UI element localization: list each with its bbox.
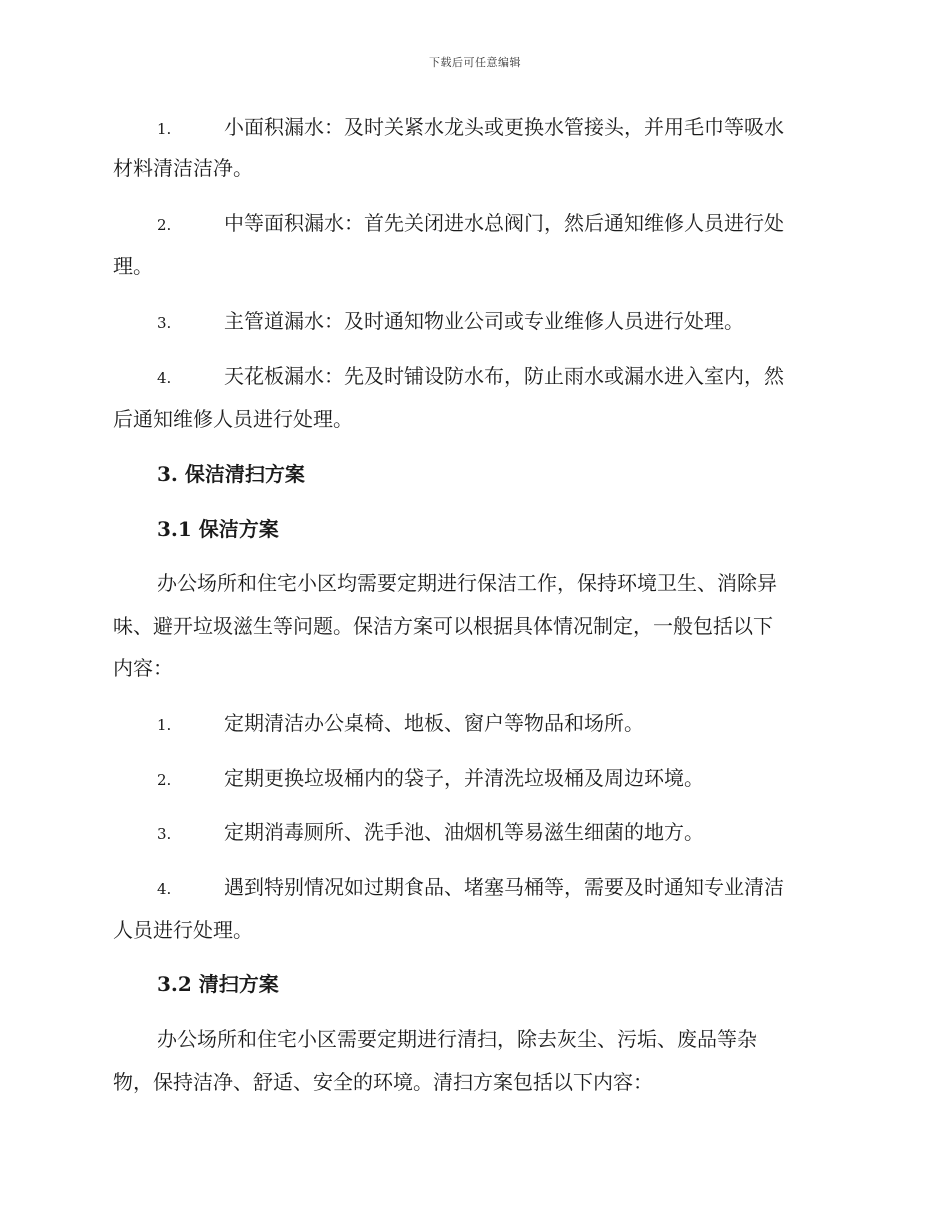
- list-item-text: 中等面积漏水：首先关闭进水总阀门，然后通知维修人员进行处: [224, 211, 784, 235]
- page-header: 下载后可任意编辑: [429, 56, 521, 69]
- list-number: 3.: [157, 825, 172, 843]
- list-number: 1.: [157, 716, 172, 734]
- paragraph-line: 办公场所和住宅小区均需要定期进行保洁工作，保持环境卫生、消除异: [157, 571, 777, 595]
- list-number: 4.: [157, 369, 172, 387]
- list-number: 1.: [157, 120, 172, 138]
- list-number: 3.: [157, 314, 172, 332]
- list-number: 4.: [157, 880, 172, 898]
- list-item-text-continued: 人员进行处理。: [113, 918, 253, 942]
- list-item-text: 定期清洁办公桌椅、地板、窗户等物品和场所。: [224, 711, 644, 735]
- list-item-text: 定期更换垃圾桶内的袋子，并清洗垃圾桶及周边环境。: [224, 766, 704, 790]
- list-item-text: 主管道漏水：及时通知物业公司或专业维修人员进行处理。: [224, 309, 744, 333]
- list-number: 2.: [157, 216, 172, 234]
- subsection-heading: 3.2 清扫方案: [157, 972, 279, 996]
- section-heading: 3. 保洁清扫方案: [157, 462, 305, 486]
- list-number: 2.: [157, 771, 172, 789]
- list-item-text-continued: 后通知维修人员进行处理。: [113, 407, 353, 431]
- list-item-text: 天花板漏水：先及时铺设防水布，防止雨水或漏水进入室内，然: [224, 364, 784, 388]
- list-item-text-continued: 材料清洁洁净。: [113, 156, 253, 180]
- list-item-text: 定期消毒厕所、洗手池、油烟机等易滋生细菌的地方。: [224, 820, 704, 844]
- paragraph-line: 物，保持洁净、舒适、安全的环境。清扫方案包括以下内容：: [113, 1070, 653, 1094]
- paragraph-line: 办公场所和住宅小区需要定期进行清扫，除去灰尘、污垢、废品等杂: [157, 1027, 757, 1051]
- paragraph-line: 味、避开垃圾滋生等问题。保洁方案可以根据具体情况制定，一般包括以下: [113, 614, 773, 638]
- subsection-heading: 3.1 保洁方案: [157, 517, 279, 541]
- paragraph-line: 内容：: [113, 656, 173, 680]
- list-item-text: 遇到特别情况如过期食品、堵塞马桶等，需要及时通知专业清洁: [224, 875, 784, 899]
- list-item-text-continued: 理。: [113, 254, 153, 278]
- list-item-text: 小面积漏水：及时关紧水龙头或更换水管接头，并用毛巾等吸水: [224, 115, 784, 139]
